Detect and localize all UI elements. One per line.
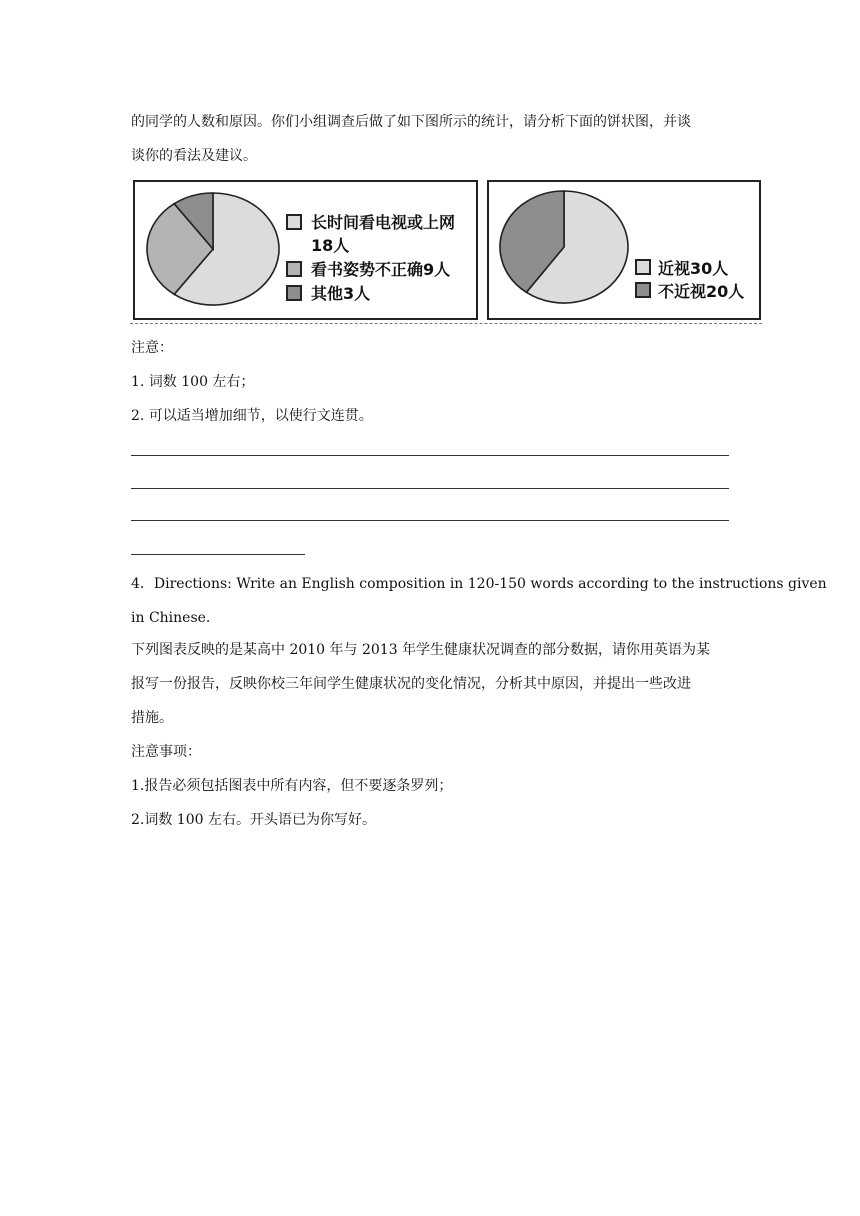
pie-chart-reasons xyxy=(135,182,476,318)
pie2-slices xyxy=(500,191,628,303)
intro-line-2: 谈你的看法及建议。 xyxy=(131,148,257,164)
notes-item-1: 1. 词数 100 左右； xyxy=(131,374,255,390)
q4-line-5: 措施。 xyxy=(131,710,173,726)
notes-item-2: 2. 可以适当增加细节，以使行文连贯。 xyxy=(131,408,373,424)
figure-bottom-border xyxy=(130,323,762,324)
q4-line-3: 下列图表反映的是某高中 2010 年与 2013 年学生健康状况调查的部分数据，请你用英语为某 xyxy=(131,642,711,658)
answer-line-1 xyxy=(131,455,729,456)
legend-swatch-2 xyxy=(287,262,301,276)
pie1-slices xyxy=(147,193,279,305)
legend-label-not-myopic: 不近视20人 xyxy=(658,282,745,301)
legend-label-2: 看书姿势不正确9人 xyxy=(311,260,451,279)
pie-chart-myopia xyxy=(489,182,759,318)
answer-line-2 xyxy=(131,488,729,489)
q4-heading: 注意事项： xyxy=(131,744,201,760)
legend-swatch-myopic xyxy=(636,260,650,274)
legend-swatch-not-myopic xyxy=(636,283,650,297)
pie-panel-myopia xyxy=(487,180,761,320)
q4-line-1: 4．Directions: Write an English composition in 120-150 words according to the instructions given xyxy=(131,576,827,592)
answer-line-3 xyxy=(131,520,729,521)
legend-swatch-1 xyxy=(287,215,301,229)
legend-label-1a: 长时间看电视或上网 xyxy=(311,213,456,232)
answer-line-4 xyxy=(131,554,305,555)
pie-panel-reasons xyxy=(133,180,478,320)
q4-item-2: 2.词数 100 左右。开头语已为你写好。 xyxy=(131,812,376,828)
legend-label-1b: 18人 xyxy=(311,236,350,255)
q4-item-1: 1.报告必须包括图表中所有内容，但不要逐条罗列； xyxy=(131,778,453,794)
q4-line-2: in Chinese. xyxy=(131,610,211,626)
legend-swatch-3 xyxy=(287,286,301,300)
legend-label-myopic: 近视30人 xyxy=(658,259,729,278)
intro-line-1: 的同学的人数和原因。你们小组调查后做了如下图所示的统计，请分析下面的饼状图，并谈 xyxy=(131,114,691,130)
legend-label-3: 其他3人 xyxy=(311,284,371,303)
q4-line-4: 报写一份报告，反映你校三年间学生健康状况的变化情况，分析其中原因，并提出一些改进 xyxy=(131,676,691,692)
notes-heading: 注意： xyxy=(131,340,173,356)
pie-chart-figure xyxy=(130,180,762,328)
